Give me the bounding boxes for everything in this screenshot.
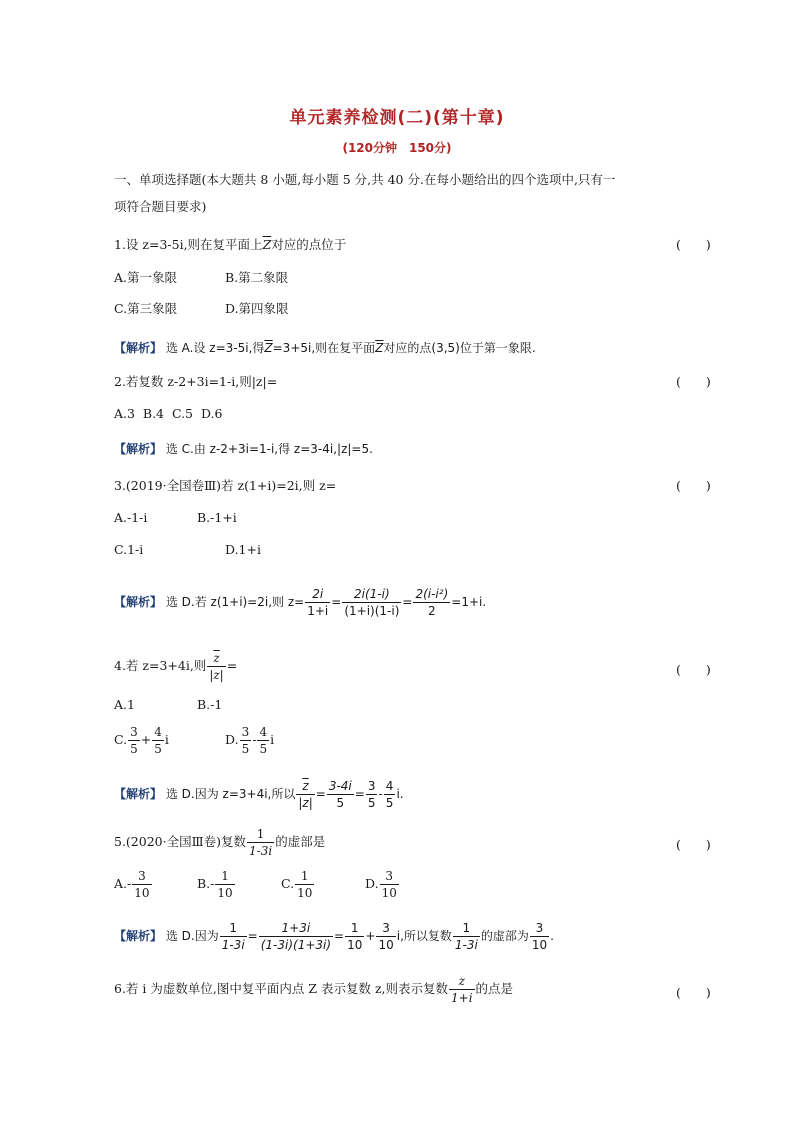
q3-answer-blank: ( ) <box>676 478 711 493</box>
plus-sign: + <box>140 732 152 747</box>
fraction-denominator: 5 <box>259 742 268 756</box>
q5-choice-c <box>281 870 315 899</box>
fraction-denominator: 5 <box>336 796 345 810</box>
q6-stem-text: 6.若 i 为虚数单位,图中复平面内点 Z 表示复数 z,则表示复数 <box>114 981 449 996</box>
q5-analysis-frac-1 <box>220 922 247 951</box>
q5-stem-fraction <box>247 828 274 857</box>
q4-stem-fraction <box>207 652 225 681</box>
q4-analysis-frac-3 <box>366 780 378 809</box>
fraction-numerator: 3 <box>380 870 399 885</box>
fraction-denominator: 1-3i <box>221 938 245 952</box>
minus-sign: - <box>378 787 383 801</box>
q4-analysis-frac-1 <box>296 780 314 809</box>
q5-choice-a <box>114 870 153 899</box>
fraction-numerator: 3 <box>132 870 151 885</box>
fraction-denominator: 10 <box>347 938 363 952</box>
q4-analysis-after: i. <box>396 787 404 801</box>
q3-choice-a: A.-1-i <box>114 510 148 525</box>
q3-fraction-3 <box>413 588 450 617</box>
equals-sign: = <box>334 929 345 943</box>
page-subtitle: (120分钟 150分) <box>342 141 452 155</box>
q1-choice-d: D.第四象限 <box>225 301 289 316</box>
fraction-numerator: 2(i-i²) <box>415 587 449 601</box>
q5-analysis-frac-5 <box>453 922 480 951</box>
equals-sign: = <box>315 787 326 801</box>
imag-unit: i <box>270 732 275 747</box>
q6-stem-after: 的点是 <box>475 981 514 996</box>
q4-stem-text: 4.若 z=3+4i,则 <box>114 658 207 673</box>
q4-analysis-frac-2 <box>327 780 354 809</box>
fraction-numerator: 3 <box>530 922 549 937</box>
choice-label: A. <box>114 876 128 891</box>
fraction-numerator: 3 <box>376 922 395 937</box>
q5-analysis-frac-6 <box>530 922 549 951</box>
q1-analysis-var2: $\overline{Z}$ <box>375 341 384 355</box>
q2-answer-blank: ( ) <box>676 374 711 389</box>
equals-sign: = <box>247 929 258 943</box>
fraction-denominator: 5 <box>367 796 376 810</box>
fraction-denominator: 1-3i <box>454 938 478 952</box>
fraction-numerator: 1 <box>215 870 234 885</box>
analysis-tag: 【解析】 <box>114 787 163 801</box>
fraction-numerator: 3 <box>130 725 138 739</box>
fraction-denominator: 5 <box>385 796 394 810</box>
choice-label: B. <box>197 876 211 891</box>
minus-sign: - <box>252 732 257 747</box>
q1-analysis-var1: $\overline{Z}$ <box>264 341 273 355</box>
q1-analysis-text: 选 A.设 z=3-5i,得 <box>165 341 265 355</box>
q5-answer-blank: ( ) <box>676 837 711 852</box>
q3-analysis <box>114 588 486 617</box>
fraction-numerator: 3-4i <box>328 779 352 793</box>
fraction-numerator: 1 <box>220 922 247 937</box>
page-title: 单元素养检测(二)(第十章) <box>289 108 505 128</box>
q4-analysis <box>114 780 404 809</box>
question-5-stem <box>114 828 325 857</box>
q1-stem-text: 1.设 z=3-5i,则在复平面上 <box>114 237 263 252</box>
fraction-denominator: |z| <box>209 668 224 682</box>
q5-b-frac <box>215 870 234 899</box>
q2-analysis-text: 选 C.由 z-2+3i=1-i,得 z=3-4i,|z|=5. <box>165 442 373 456</box>
q4-c-frac-2 <box>152 726 164 755</box>
q4-analysis-frac-4 <box>384 780 396 809</box>
q5-analysis-frac-2 <box>259 922 333 951</box>
imag-unit: i <box>164 732 169 747</box>
q5-stem-after: 的虚部是 <box>275 834 326 849</box>
q4-choice-b: B.-1 <box>197 697 223 712</box>
section-heading-line2: 项符合题目要求) <box>114 199 207 214</box>
fraction-denominator: 2 <box>428 604 436 618</box>
q5-analysis-mid2: 的虚部为 <box>480 929 529 943</box>
q5-analysis-mid: i,所以复数 <box>396 929 452 943</box>
choice-label: C. <box>281 876 295 891</box>
q5-choice-b <box>197 870 236 899</box>
q4-analysis-text: 选 D.因为 z=3+4i,所以 <box>165 787 296 801</box>
q1-analysis-mid: =3+5i,则在复平面 <box>272 341 376 355</box>
analysis-tag: 【解析】 <box>114 929 163 943</box>
fraction-denominator: 10 <box>134 886 150 900</box>
q5-c-frac <box>295 870 314 899</box>
fraction-denominator: 10 <box>531 938 548 952</box>
fraction-numerator: 2i <box>305 588 330 603</box>
q3-choice-b: B.-1+i <box>197 510 237 525</box>
q3-choice-c: C.1-i <box>114 542 144 557</box>
fraction-numerator: 1 <box>295 870 314 885</box>
fraction-denominator: 1+i <box>307 604 329 618</box>
q1-choice-b: B.第二象限 <box>225 270 289 285</box>
analysis-tag: 【解析】 <box>114 442 163 456</box>
fraction-denominator: 10 <box>297 886 313 900</box>
plus-sign: + <box>365 929 376 943</box>
q4-answer-blank: ( ) <box>676 662 711 677</box>
q3-choice-d: D.1+i <box>225 542 261 557</box>
q5-a-frac <box>132 870 151 899</box>
fraction-numerator: $\overline{z}$ <box>207 652 225 667</box>
fraction-numerator: 3 <box>241 725 250 739</box>
q5-analysis-after: . <box>550 929 554 943</box>
q1-choice-a: A.第一象限 <box>114 270 178 285</box>
fraction-numerator: 1 <box>453 922 480 937</box>
fraction-numerator: 4 <box>385 779 394 793</box>
minus-sign: - <box>210 876 215 891</box>
q1-stem-text-after: 对应的点位于 <box>271 237 347 252</box>
q5-analysis <box>114 922 554 951</box>
q3-analysis-after: =1+i. <box>451 595 487 609</box>
q4-choice-a: A.1 <box>114 697 135 712</box>
q5-d-frac <box>380 870 399 899</box>
q1-answer-blank: ( ) <box>676 237 711 252</box>
q5-analysis-frac-4 <box>376 922 395 951</box>
choice-label: D. <box>225 732 239 747</box>
section-heading <box>114 166 689 220</box>
q3-fraction-2 <box>342 588 401 617</box>
fraction-denominator: 10 <box>381 886 397 900</box>
q4-c-frac-1 <box>128 726 140 755</box>
q4-choice-c <box>114 726 169 755</box>
q3-fraction-1 <box>305 588 330 617</box>
q3-analysis-text: 选 D.若 z(1+i)=2i,则 z= <box>165 595 305 609</box>
fraction-denominator: 5 <box>130 742 138 756</box>
q4-choice-d <box>225 726 274 755</box>
analysis-tag: 【解析】 <box>114 341 163 355</box>
q5-choice-d <box>365 870 400 899</box>
fraction-numerator: 2i(1-i) <box>342 588 401 603</box>
minus-sign: - <box>127 876 132 891</box>
q6-stem-fraction <box>449 975 475 1004</box>
fraction-denominator: (1+i)(1-i) <box>344 604 400 618</box>
equals-sign: = <box>402 595 413 609</box>
fraction-numerator: 1 <box>247 828 274 843</box>
q4-d-frac-1 <box>240 726 252 755</box>
q6-answer-blank: ( ) <box>676 985 711 1000</box>
fraction-denominator: 5 <box>154 742 162 756</box>
q5-analysis-frac-3 <box>345 922 364 951</box>
analysis-tag: 【解析】 <box>114 595 163 609</box>
fraction-numerator: 4 <box>154 725 162 739</box>
q5-stem-text: 5.(2020·全国Ⅲ卷)复数 <box>114 834 247 849</box>
equals-sign: = <box>331 595 342 609</box>
fraction-denominator: 1+i <box>451 991 473 1005</box>
question-1-stem <box>114 237 346 253</box>
fraction-denominator: (1-3i)(1+3i) <box>260 938 332 952</box>
fraction-denominator: 1-3i <box>249 844 273 858</box>
choice-label: C. <box>114 732 128 747</box>
fraction-denominator: 10 <box>217 886 233 900</box>
q4-d-frac-2 <box>257 726 269 755</box>
question-6-stem <box>114 975 513 1004</box>
section-heading-line1: 一、单项选择题(本大题共 8 小题,每小题 5 分,共 40 分.在每小题给出的四个选项中,只有一 <box>114 172 616 187</box>
fraction-denominator: 10 <box>378 938 394 952</box>
equals-sign: = <box>354 787 365 801</box>
fraction-numerator: 1 <box>345 922 364 937</box>
q2-analysis <box>114 441 373 457</box>
q1-analysis-after: 对应的点(3,5)位于第一象限. <box>383 341 536 355</box>
fraction-denominator: |z| <box>298 796 313 810</box>
fraction-denominator: 5 <box>241 742 250 756</box>
question-2-stem: 2.若复数 z-2+3i=1-i,则|z|= <box>114 374 278 389</box>
fraction-numerator: 4 <box>259 725 268 739</box>
q4-stem-after: = <box>226 658 238 673</box>
fraction-numerator: 1+3i <box>259 922 333 937</box>
question-4-stem <box>114 652 237 681</box>
choice-label: D. <box>365 876 379 891</box>
question-3-stem: 3.(2019·全国卷Ⅲ)若 z(1+i)=2i,则 z= <box>114 478 337 493</box>
q1-choice-c: C.第三象限 <box>114 301 178 316</box>
q2-choices: A.3 B.4 C.5 D.6 <box>114 406 223 421</box>
fraction-numerator: $\overline{z}$ <box>296 780 314 795</box>
q5-analysis-text: 选 D.因为 <box>165 929 219 943</box>
q1-stem-var: $\overline{Z}$ <box>262 237 272 252</box>
q1-analysis <box>114 340 536 356</box>
fraction-numerator: z <box>449 975 475 990</box>
fraction-numerator: 3 <box>367 779 376 793</box>
